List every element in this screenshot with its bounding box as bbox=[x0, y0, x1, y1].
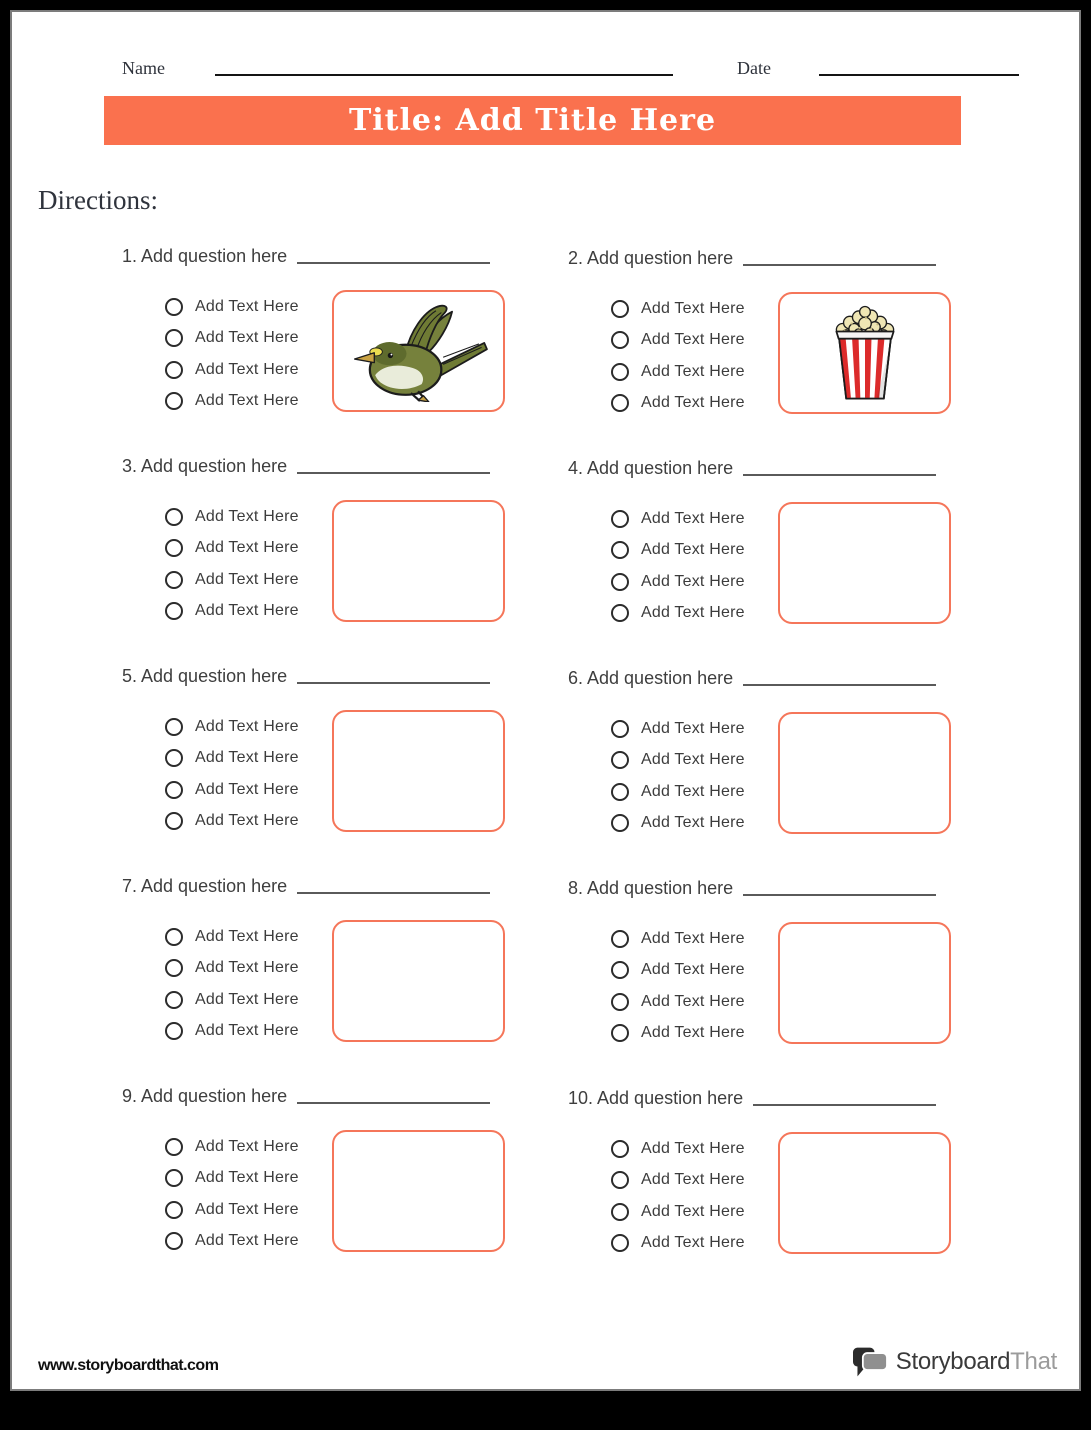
option-label: Add Text Here bbox=[195, 329, 299, 347]
option-label: Add Text Here bbox=[195, 507, 299, 525]
option-label: Add Text Here bbox=[641, 604, 745, 622]
popcorn-illustration bbox=[789, 302, 941, 404]
question-line bbox=[568, 668, 936, 689]
question-line bbox=[122, 246, 490, 267]
radio-button-icon[interactable] bbox=[165, 508, 183, 526]
radio-button-icon[interactable] bbox=[165, 928, 183, 946]
question-block bbox=[122, 246, 568, 424]
radio-button-icon[interactable] bbox=[165, 991, 183, 1009]
option-label: Add Text Here bbox=[195, 780, 299, 798]
question-answer-line[interactable] bbox=[297, 250, 490, 264]
directions-label[interactable]: Directions: bbox=[38, 185, 158, 215]
question-label[interactable]: 7. Add question here bbox=[122, 876, 288, 896]
question-answer-line[interactable] bbox=[743, 672, 936, 686]
question-answer-line[interactable] bbox=[297, 670, 490, 684]
radio-button-icon[interactable] bbox=[611, 930, 629, 948]
question-content bbox=[122, 291, 568, 417]
option-label: Add Text Here bbox=[195, 812, 299, 830]
logo-storyboard-text: Storyboard bbox=[895, 1348, 1011, 1375]
question-label[interactable]: 9. Add question here bbox=[122, 1086, 288, 1106]
question-content bbox=[568, 503, 988, 629]
image-box[interactable] bbox=[778, 922, 951, 1044]
question-line bbox=[568, 458, 936, 479]
question-label[interactable]: 6. Add question here bbox=[568, 668, 734, 688]
radio-button-icon[interactable] bbox=[165, 571, 183, 589]
option-label: Add Text Here bbox=[641, 1139, 745, 1157]
name-date-row bbox=[122, 58, 1019, 79]
title-banner[interactable] bbox=[104, 96, 961, 145]
radio-button-icon[interactable] bbox=[165, 298, 183, 316]
radio-button-icon[interactable] bbox=[165, 718, 183, 736]
option-label: Add Text Here bbox=[195, 1200, 299, 1218]
question-label[interactable]: 10. Add question here bbox=[568, 1088, 744, 1108]
radio-button-icon[interactable] bbox=[611, 1203, 629, 1221]
image-box[interactable] bbox=[332, 1130, 505, 1252]
option-label: Add Text Here bbox=[641, 331, 745, 349]
option-label: Add Text Here bbox=[641, 814, 745, 832]
option-label: Add Text Here bbox=[195, 959, 299, 977]
radio-button-icon[interactable] bbox=[611, 1171, 629, 1189]
question-answer-line[interactable] bbox=[753, 1092, 936, 1106]
image-box[interactable] bbox=[332, 710, 505, 832]
question-label[interactable]: 1. Add question here bbox=[122, 246, 288, 266]
option-label: Add Text Here bbox=[195, 602, 299, 620]
radio-button-icon[interactable] bbox=[165, 1022, 183, 1040]
option-label: Add Text Here bbox=[641, 1202, 745, 1220]
question-line bbox=[122, 666, 490, 687]
radio-button-icon[interactable] bbox=[165, 1201, 183, 1219]
question-label[interactable]: 5. Add question here bbox=[122, 666, 288, 686]
radio-button-icon[interactable] bbox=[165, 602, 183, 620]
question-content bbox=[122, 501, 568, 627]
option-label: Add Text Here bbox=[195, 927, 299, 945]
option-label: Add Text Here bbox=[641, 394, 745, 412]
radio-button-icon[interactable] bbox=[611, 814, 629, 832]
radio-button-icon[interactable] bbox=[611, 604, 629, 622]
radio-button-icon[interactable] bbox=[165, 1138, 183, 1156]
radio-button-icon[interactable] bbox=[611, 510, 629, 528]
website-url: www.storyboardthat.com bbox=[38, 1357, 219, 1374]
radio-button-icon[interactable] bbox=[611, 783, 629, 801]
option-label: Add Text Here bbox=[641, 992, 745, 1010]
radio-button-icon[interactable] bbox=[611, 573, 629, 591]
question-answer-line[interactable] bbox=[743, 462, 936, 476]
radio-button-icon[interactable] bbox=[165, 1169, 183, 1187]
question-line bbox=[122, 1086, 490, 1107]
question-content bbox=[122, 711, 568, 837]
option-label: Add Text Here bbox=[641, 541, 745, 559]
option-label: Add Text Here bbox=[195, 539, 299, 557]
radio-button-icon[interactable] bbox=[165, 392, 183, 410]
option-label: Add Text Here bbox=[641, 1171, 745, 1189]
radio-button-icon[interactable] bbox=[165, 959, 183, 977]
radio-button-icon[interactable] bbox=[611, 1140, 629, 1158]
name-label: Name bbox=[122, 58, 165, 78]
question-content bbox=[568, 923, 988, 1049]
radio-button-icon[interactable] bbox=[165, 361, 183, 379]
option-label: Add Text Here bbox=[195, 392, 299, 410]
radio-button-icon[interactable] bbox=[611, 300, 629, 318]
option-label: Add Text Here bbox=[195, 717, 299, 735]
question-answer-line[interactable] bbox=[743, 252, 936, 266]
option-label: Add Text Here bbox=[195, 1137, 299, 1155]
question-content bbox=[122, 921, 568, 1047]
option-label: Add Text Here bbox=[641, 362, 745, 380]
radio-button-icon[interactable] bbox=[165, 749, 183, 767]
radio-button-icon[interactable] bbox=[611, 1024, 629, 1042]
radio-button-icon[interactable] bbox=[165, 1232, 183, 1250]
question-line bbox=[568, 1088, 936, 1109]
radio-button-icon[interactable] bbox=[611, 394, 629, 412]
question-content bbox=[568, 713, 988, 839]
option-label: Add Text Here bbox=[195, 297, 299, 315]
bird-illustration bbox=[343, 300, 495, 402]
option-label: Add Text Here bbox=[641, 299, 745, 317]
image-box[interactable] bbox=[778, 712, 951, 834]
question-label[interactable]: 4. Add question here bbox=[568, 458, 734, 478]
logo-that-text: That bbox=[1010, 1348, 1057, 1375]
question-line bbox=[122, 876, 490, 897]
question-block bbox=[122, 456, 568, 634]
radio-button-icon[interactable] bbox=[165, 539, 183, 557]
option-label: Add Text Here bbox=[641, 929, 745, 947]
question-answer-line[interactable] bbox=[743, 882, 936, 896]
question-block bbox=[568, 878, 988, 1056]
question-line bbox=[122, 456, 490, 477]
question-block bbox=[568, 248, 988, 426]
question-block bbox=[568, 1088, 988, 1266]
option-label: Add Text Here bbox=[195, 1232, 299, 1250]
radio-button-icon[interactable] bbox=[611, 751, 629, 769]
option-label: Add Text Here bbox=[641, 782, 745, 800]
radio-button-icon[interactable] bbox=[611, 1234, 629, 1252]
option-label: Add Text Here bbox=[641, 751, 745, 769]
speech-bubbles-icon bbox=[851, 1345, 889, 1379]
question-answer-line[interactable] bbox=[297, 1090, 490, 1104]
date-answer-line[interactable] bbox=[819, 74, 1019, 76]
question-answer-line[interactable] bbox=[297, 460, 490, 474]
option-label: Add Text Here bbox=[195, 749, 299, 767]
image-box[interactable] bbox=[778, 502, 951, 624]
radio-button-icon[interactable] bbox=[165, 781, 183, 799]
option-label: Add Text Here bbox=[195, 570, 299, 588]
question-content bbox=[122, 1131, 568, 1257]
option-label: Add Text Here bbox=[195, 1169, 299, 1187]
question-content bbox=[568, 293, 988, 419]
radio-button-icon[interactable] bbox=[611, 331, 629, 349]
question-line bbox=[568, 878, 936, 899]
worksheet-title: Title: Add Title Here bbox=[348, 103, 717, 138]
radio-button-icon[interactable] bbox=[165, 812, 183, 830]
question-answer-line[interactable] bbox=[297, 880, 490, 894]
option-label: Add Text Here bbox=[195, 1022, 299, 1040]
option-label: Add Text Here bbox=[641, 719, 745, 737]
question-block bbox=[122, 666, 568, 844]
image-box[interactable] bbox=[332, 920, 505, 1042]
option-label: Add Text Here bbox=[641, 961, 745, 979]
option-label: Add Text Here bbox=[195, 360, 299, 378]
option-label: Add Text Here bbox=[641, 572, 745, 590]
logo-wordmark bbox=[896, 1348, 1057, 1376]
image-box[interactable] bbox=[778, 292, 951, 414]
image-box[interactable] bbox=[332, 290, 505, 412]
question-line bbox=[568, 248, 936, 269]
question-block bbox=[122, 876, 568, 1054]
option-label: Add Text Here bbox=[641, 1234, 745, 1252]
radio-button-icon[interactable] bbox=[611, 541, 629, 559]
radio-button-icon[interactable] bbox=[611, 961, 629, 979]
image-box[interactable] bbox=[778, 1132, 951, 1254]
question-label[interactable]: 8. Add question here bbox=[568, 878, 734, 898]
date-label: Date bbox=[737, 58, 771, 78]
worksheet-page bbox=[10, 10, 1081, 1391]
radio-button-icon[interactable] bbox=[611, 993, 629, 1011]
question-block bbox=[122, 1086, 568, 1264]
name-answer-line[interactable] bbox=[215, 74, 673, 76]
option-label: Add Text Here bbox=[195, 990, 299, 1008]
storyboardthat-logo bbox=[851, 1345, 1057, 1379]
radio-button-icon[interactable] bbox=[611, 720, 629, 738]
question-label[interactable]: 2. Add question here bbox=[568, 248, 734, 268]
option-label: Add Text Here bbox=[641, 509, 745, 527]
question-block bbox=[568, 458, 988, 636]
option-label: Add Text Here bbox=[641, 1024, 745, 1042]
question-block bbox=[568, 668, 988, 846]
radio-button-icon[interactable] bbox=[611, 363, 629, 381]
question-label[interactable]: 3. Add question here bbox=[122, 456, 288, 476]
question-content bbox=[568, 1133, 988, 1259]
questions-grid bbox=[122, 246, 1079, 1296]
image-box[interactable] bbox=[332, 500, 505, 622]
radio-button-icon[interactable] bbox=[165, 329, 183, 347]
